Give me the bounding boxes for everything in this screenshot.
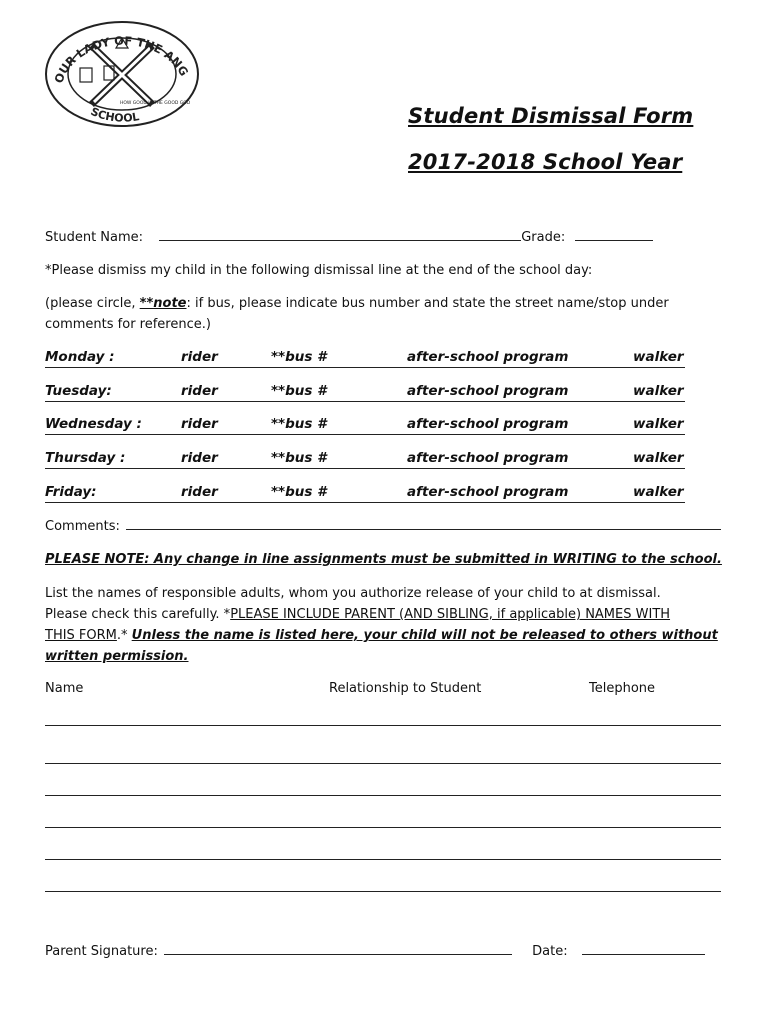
date-label: Date:	[532, 944, 568, 959]
option-rider[interactable]: rider	[181, 450, 218, 466]
day-row-monday	[45, 349, 685, 368]
day-label: Tuesday:	[45, 383, 112, 399]
circle-instruction: (please circle, **note: if bus, please indicate bus number and state the street name/stop under	[45, 296, 669, 311]
please-note: PLEASE NOTE: Any change in line assignments must be submitted in WRITING to the school.	[45, 552, 722, 567]
option-bus[interactable]: **bus #	[271, 450, 327, 466]
authorized-entry-line-6[interactable]	[45, 891, 721, 892]
option-rider[interactable]: rider	[181, 383, 218, 399]
option-after-school[interactable]: after-school program	[407, 450, 569, 466]
include-names-emphasis: PLEASE INCLUDE PARENT (AND SIBLING, if applicable) NAMES WITH	[230, 607, 671, 622]
day-row-thursday	[45, 450, 685, 469]
header-name: Name	[45, 681, 84, 696]
option-rider[interactable]: rider	[181, 349, 218, 365]
signature-row	[45, 942, 705, 960]
authorized-line3: THIS FORM.* Unless the name is listed here, your child will not be released to others without	[45, 628, 718, 643]
option-rider[interactable]: rider	[181, 484, 218, 500]
school-seal-icon	[42, 18, 202, 130]
instruction-line: *Please dismiss my child in the following dismissal line at the end of the school day:	[45, 263, 593, 278]
parent-signature-label: Parent Signature:	[45, 944, 158, 959]
student-name-label: Student Name:	[45, 230, 144, 245]
option-walker[interactable]: walker	[633, 349, 684, 365]
student-name-field[interactable]	[159, 228, 521, 241]
authorized-entry-line-1[interactable]	[45, 725, 721, 726]
header-relationship: Relationship to Student	[329, 681, 482, 696]
option-after-school[interactable]: after-school program	[407, 383, 569, 399]
option-after-school[interactable]: after-school program	[407, 416, 569, 432]
header-telephone: Telephone	[589, 681, 656, 696]
circle-instruction-line2: comments for reference.)	[45, 317, 211, 332]
logo-motto: HOW GOOD IS THE GOOD GOD	[120, 101, 191, 106]
authorized-entry-line-3[interactable]	[45, 795, 721, 796]
authorized-entry-line-2[interactable]	[45, 763, 721, 764]
svg-text:OUR LADY OF THE ANGELS	[42, 18, 191, 85]
student-name-row	[45, 228, 653, 246]
option-walker[interactable]: walker	[633, 484, 684, 500]
authorized-line2: Please check this carefully. *PLEASE INCLUDE PARENT (AND SIBLING, if applicable) NAMES WITH	[45, 607, 671, 622]
school-logo	[42, 18, 202, 130]
grade-label: Grade:	[521, 230, 566, 245]
note-label: **note	[139, 296, 187, 311]
authorized-entry-line-5[interactable]	[45, 859, 721, 860]
day-label: Wednesday :	[45, 416, 142, 432]
logo-bottom-text: SCHOOL	[88, 104, 141, 125]
day-row-tuesday	[45, 383, 685, 402]
day-row-wednesday	[45, 416, 685, 435]
day-label: Monday :	[45, 349, 115, 365]
day-row-friday	[45, 484, 685, 503]
authorized-line1: List the names of responsible adults, whom you authorize release of your child to at dismissal.	[45, 586, 661, 601]
comments-row	[45, 517, 721, 535]
option-after-school[interactable]: after-school program	[407, 349, 569, 365]
date-field[interactable]	[582, 942, 705, 955]
option-rider[interactable]: rider	[181, 416, 218, 432]
logo-top-text: OUR LADY OF THE ANG	[51, 33, 192, 86]
form-title: Student Dismissal Form	[408, 104, 694, 128]
option-bus[interactable]: **bus #	[271, 416, 327, 432]
authorized-line4: written permission.	[45, 649, 189, 664]
day-label: Friday:	[45, 484, 97, 500]
option-after-school[interactable]: after-school program	[407, 484, 569, 500]
comments-label: Comments:	[45, 519, 120, 534]
option-bus[interactable]: **bus #	[271, 349, 327, 365]
release-warning: Unless the name is listed here, your child will not be released to others without	[131, 628, 718, 643]
option-bus[interactable]: **bus #	[271, 383, 327, 399]
day-label: Thursday :	[45, 450, 126, 466]
option-bus[interactable]: **bus #	[271, 484, 327, 500]
parent-signature-field[interactable]	[164, 942, 512, 955]
school-year: 2017-2018 School Year	[408, 150, 683, 174]
authorized-entry-line-4[interactable]	[45, 827, 721, 828]
option-walker[interactable]: walker	[633, 383, 684, 399]
option-walker[interactable]: walker	[633, 416, 684, 432]
svg-text:SCHOOL	[89, 105, 141, 125]
comments-field[interactable]	[126, 517, 721, 530]
option-walker[interactable]: walker	[633, 450, 684, 466]
grade-field[interactable]	[575, 228, 653, 241]
